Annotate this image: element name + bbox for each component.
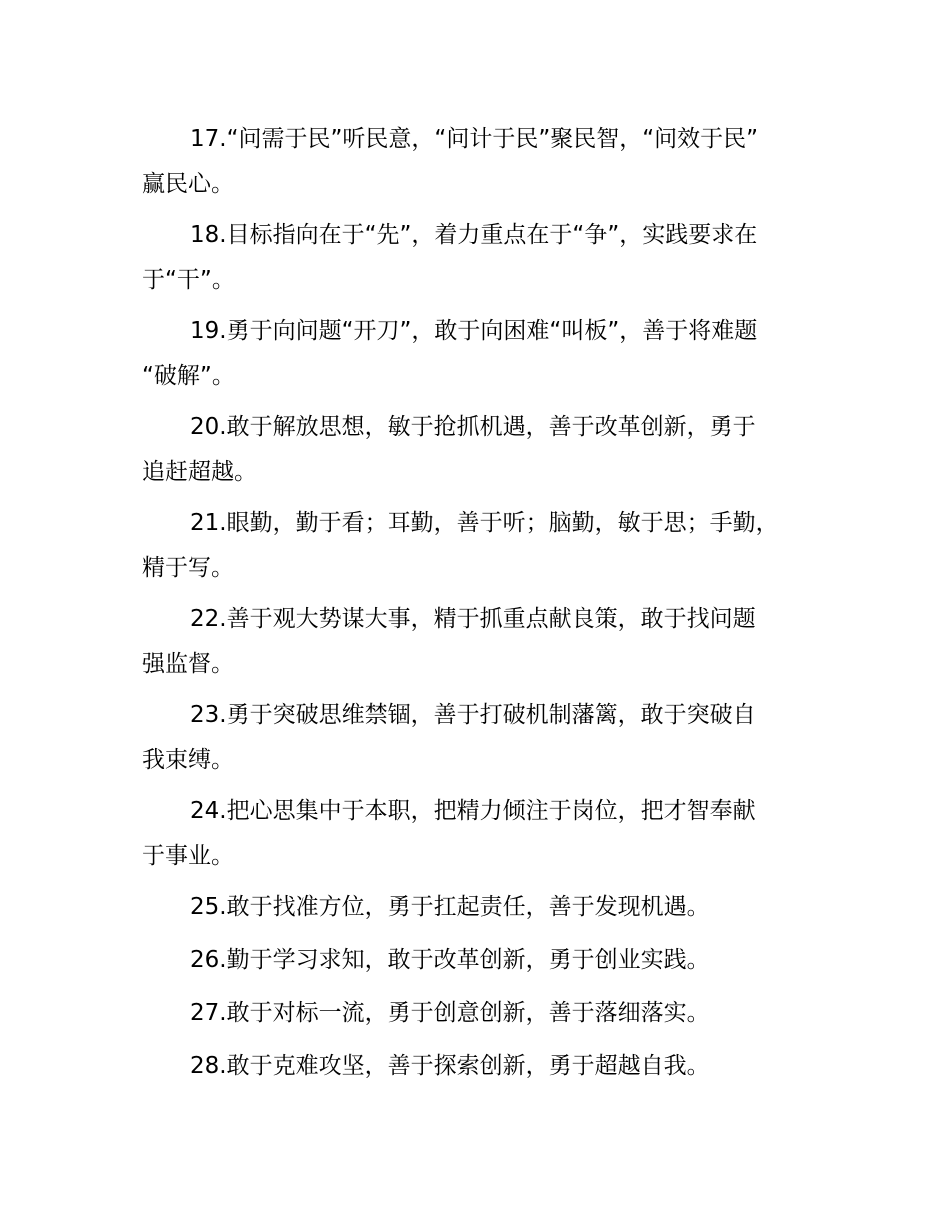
paragraph-25 [142, 885, 832, 930]
paragraph-17 [142, 117, 832, 207]
paragraph-line: 26.勤于学习求知，敢于改革创新，勇于创业实践。 [190, 947, 710, 973]
paragraph-line: 20.敢于解放思想，敏于抢抓机遇，善于改革创新，勇于 [190, 414, 756, 440]
paragraph-21 [142, 501, 832, 591]
paragraph-line: 27.敢于对标一流，勇于创意创新，善于落细落实。 [190, 1000, 710, 1026]
paragraph-line: 28.敢于克难攻坚，善于探索创新，勇于超越自我。 [190, 1053, 710, 1079]
paragraph-line: “破解”。 [142, 363, 235, 389]
paragraph-22 [142, 597, 832, 687]
paragraph-23 [142, 693, 832, 783]
paragraph-line: 于事业。 [142, 843, 234, 869]
paragraph-line: 追赶超越。 [142, 459, 257, 485]
paragraph-line: 赢民心。 [142, 171, 234, 197]
paragraph-line: 22.善于观大势谋大事，精于抓重点献良策，敢于找问题 [190, 606, 756, 632]
paragraph-24 [142, 789, 832, 879]
paragraph-line: 我束缚。 [142, 747, 234, 773]
paragraph-28 [142, 1044, 832, 1089]
paragraph-line: 精于写。 [142, 555, 234, 581]
paragraph-line: 18.目标指向在于“先”，着力重点在于“争”，实践要求在 [190, 222, 758, 248]
paragraph-line: 25.敢于找准方位，勇于扛起责任，善于发现机遇。 [190, 894, 710, 920]
document-page [142, 117, 832, 1097]
paragraph-line: 19.勇于向问题“开刀”，敢于向困难“叫板”，善于将难题 [190, 318, 758, 344]
paragraph-18 [142, 213, 832, 303]
paragraph-line: 17.“问需于民”听民意，“问计于民”聚民智，“问效于民” [190, 126, 759, 152]
paragraph-20 [142, 405, 832, 495]
paragraph-19 [142, 309, 832, 399]
paragraph-line: 23.勇于突破思维禁锢，善于打破机制藩篱，敢于突破自 [190, 702, 756, 728]
paragraph-line: 于“干”。 [142, 267, 235, 293]
paragraph-line: 21.眼勤，勤于看；耳勤，善于听；脑勤，敏于思；手勤， [190, 510, 779, 536]
paragraph-27 [142, 991, 832, 1036]
paragraph-line: 24.把心思集中于本职，把精力倾注于岗位，把才智奉献 [190, 798, 756, 824]
paragraph-line: 强监督。 [142, 651, 234, 677]
paragraph-26 [142, 938, 832, 983]
